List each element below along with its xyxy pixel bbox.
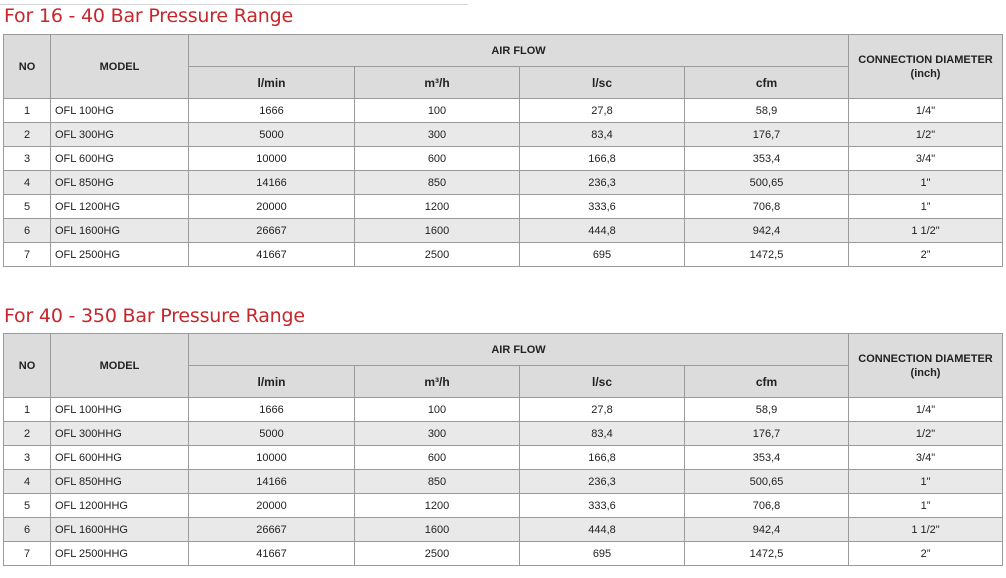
cell-cfm: 500,65: [685, 470, 849, 494]
cell-no: 2: [4, 422, 51, 446]
cell-l-min: 1666: [189, 398, 355, 422]
cell-l-min: 10000: [189, 147, 355, 171]
col-header-cfm: cfm: [685, 67, 849, 99]
cell-model: OFL 300HHG: [51, 422, 189, 446]
connection-diameter-label: CONNECTION DIAMETER: [858, 53, 993, 66]
cell-m3-h: 1200: [355, 494, 520, 518]
cell-model: OFL 1200HG: [51, 195, 189, 219]
cell-m3-h: 600: [355, 147, 520, 171]
cell-l-sc: 444,8: [520, 219, 685, 243]
table-row: [4, 195, 1003, 219]
cell-l-min: 20000: [189, 494, 355, 518]
cell-l-min: 20000: [189, 195, 355, 219]
cell-m3-h: 850: [355, 470, 520, 494]
cell-m3-h: 2500: [355, 542, 520, 566]
cell-l-sc: 236,3: [520, 171, 685, 195]
cell-model: OFL 850HHG: [51, 470, 189, 494]
connection-unit-label: (inch): [910, 366, 941, 379]
cell-l-sc: 27,8: [520, 99, 685, 123]
cell-model: OFL 1200HHG: [51, 494, 189, 518]
table-row: [4, 123, 1003, 147]
cell-no: 5: [4, 494, 51, 518]
cell-connection: 1": [849, 171, 1003, 195]
cell-no: 6: [4, 518, 51, 542]
cell-no: 7: [4, 542, 51, 566]
cell-connection: 1": [849, 470, 1003, 494]
cell-m3-h: 1200: [355, 195, 520, 219]
cell-m3-h: 1600: [355, 219, 520, 243]
col-header-model: MODEL: [51, 334, 189, 398]
col-header-connection-diameter: [849, 35, 1003, 99]
cell-connection: 2”: [849, 542, 1003, 566]
cell-model: OFL 850HG: [51, 171, 189, 195]
table-row: [4, 518, 1003, 542]
connection-diameter-label: CONNECTION DIAMETER: [858, 352, 993, 365]
cell-model: OFL 600HG: [51, 147, 189, 171]
col-header-connection-diameter: [849, 334, 1003, 398]
col-header-cfm: cfm: [685, 366, 849, 398]
col-header-no: NO: [4, 334, 51, 398]
cell-l-sc: 166,8: [520, 446, 685, 470]
cell-connection: 2”: [849, 243, 1003, 267]
table-row: [4, 446, 1003, 470]
cell-cfm: 706,8: [685, 195, 849, 219]
cell-m3-h: 300: [355, 123, 520, 147]
cell-l-min: 26667: [189, 518, 355, 542]
cell-no: 4: [4, 470, 51, 494]
col-header-l-sc: l/sc: [520, 67, 685, 99]
col-header-l-min: l/min: [189, 67, 355, 99]
cell-l-sc: 333,6: [520, 494, 685, 518]
cell-l-min: 5000: [189, 123, 355, 147]
cell-model: OFL 1600HG: [51, 219, 189, 243]
cell-model: OFL 1600HHG: [51, 518, 189, 542]
cell-l-min: 41667: [189, 243, 355, 267]
cell-model: OFL 2500HG: [51, 243, 189, 267]
cell-connection: 1/4": [849, 398, 1003, 422]
table-row: [4, 422, 1003, 446]
table-row: [4, 494, 1003, 518]
cell-connection: 1/2": [849, 123, 1003, 147]
cell-cfm: 942,4: [685, 518, 849, 542]
cell-model: OFL 100HG: [51, 99, 189, 123]
cell-no: 2: [4, 123, 51, 147]
cell-cfm: 58,9: [685, 99, 849, 123]
cell-cfm: 1472,5: [685, 243, 849, 267]
col-header-model: MODEL: [51, 35, 189, 99]
cell-no: 3: [4, 446, 51, 470]
cell-m3-h: 100: [355, 99, 520, 123]
cell-l-sc: 83,4: [520, 422, 685, 446]
col-header-no: NO: [4, 35, 51, 99]
cell-l-min: 14166: [189, 171, 355, 195]
cell-cfm: 176,7: [685, 422, 849, 446]
cell-l-sc: 333,6: [520, 195, 685, 219]
cell-cfm: 706,8: [685, 494, 849, 518]
section-title: For 40 - 350 Bar Pressure Range: [4, 305, 305, 327]
cell-no: 5: [4, 195, 51, 219]
col-header-l-min: l/min: [189, 366, 355, 398]
cell-cfm: 58,9: [685, 398, 849, 422]
cell-connection: 3/4": [849, 147, 1003, 171]
table-row: [4, 99, 1003, 123]
spec-table: [3, 34, 1003, 267]
cell-m3-h: 100: [355, 398, 520, 422]
cell-m3-h: 850: [355, 171, 520, 195]
cell-model: OFL 600HHG: [51, 446, 189, 470]
cell-model: OFL 2500HHG: [51, 542, 189, 566]
col-header-l-sc: l/sc: [520, 366, 685, 398]
cell-l-sc: 27,8: [520, 398, 685, 422]
table-row: [4, 542, 1003, 566]
col-header-m3-h: m³/h: [355, 366, 520, 398]
cell-l-min: 10000: [189, 446, 355, 470]
table-row: [4, 398, 1003, 422]
cell-cfm: 176,7: [685, 123, 849, 147]
cell-cfm: 1472,5: [685, 542, 849, 566]
col-header-m3-h: m³/h: [355, 67, 520, 99]
cell-cfm: 353,4: [685, 147, 849, 171]
cell-connection: 1 1/2": [849, 219, 1003, 243]
cell-connection: 1”: [849, 195, 1003, 219]
cell-l-min: 1666: [189, 99, 355, 123]
cell-connection: 3/4": [849, 446, 1003, 470]
cell-m3-h: 1600: [355, 518, 520, 542]
col-header-air-flow: AIR FLOW: [189, 334, 849, 366]
table-row: [4, 470, 1003, 494]
cell-m3-h: 300: [355, 422, 520, 446]
cell-no: 6: [4, 219, 51, 243]
cell-l-sc: 444,8: [520, 518, 685, 542]
cell-l-min: 5000: [189, 422, 355, 446]
col-header-air-flow: AIR FLOW: [189, 35, 849, 67]
cell-no: 1: [4, 398, 51, 422]
section-title: For 16 - 40 Bar Pressure Range: [4, 5, 293, 27]
cell-connection: 1”: [849, 494, 1003, 518]
spec-table: [3, 333, 1003, 566]
table-row: [4, 147, 1003, 171]
cell-l-min: 14166: [189, 470, 355, 494]
cell-no: 7: [4, 243, 51, 267]
cell-connection: 1/2": [849, 422, 1003, 446]
cell-connection: 1/4": [849, 99, 1003, 123]
cell-l-sc: 236,3: [520, 470, 685, 494]
cell-cfm: 353,4: [685, 446, 849, 470]
cell-l-sc: 166,8: [520, 147, 685, 171]
cell-model: OFL 300HG: [51, 123, 189, 147]
cell-model: OFL 100HHG: [51, 398, 189, 422]
table-row: [4, 243, 1003, 267]
cell-no: 4: [4, 171, 51, 195]
cell-m3-h: 2500: [355, 243, 520, 267]
cell-l-min: 41667: [189, 542, 355, 566]
cell-l-min: 26667: [189, 219, 355, 243]
cell-connection: 1 1/2": [849, 518, 1003, 542]
cell-cfm: 942,4: [685, 219, 849, 243]
cell-no: 3: [4, 147, 51, 171]
cell-m3-h: 600: [355, 446, 520, 470]
cell-cfm: 500,65: [685, 171, 849, 195]
cell-l-sc: 83,4: [520, 123, 685, 147]
table-row: [4, 171, 1003, 195]
cell-l-sc: 695: [520, 542, 685, 566]
cell-no: 1: [4, 99, 51, 123]
table-row: [4, 219, 1003, 243]
connection-unit-label: (inch): [910, 67, 941, 80]
cell-l-sc: 695: [520, 243, 685, 267]
